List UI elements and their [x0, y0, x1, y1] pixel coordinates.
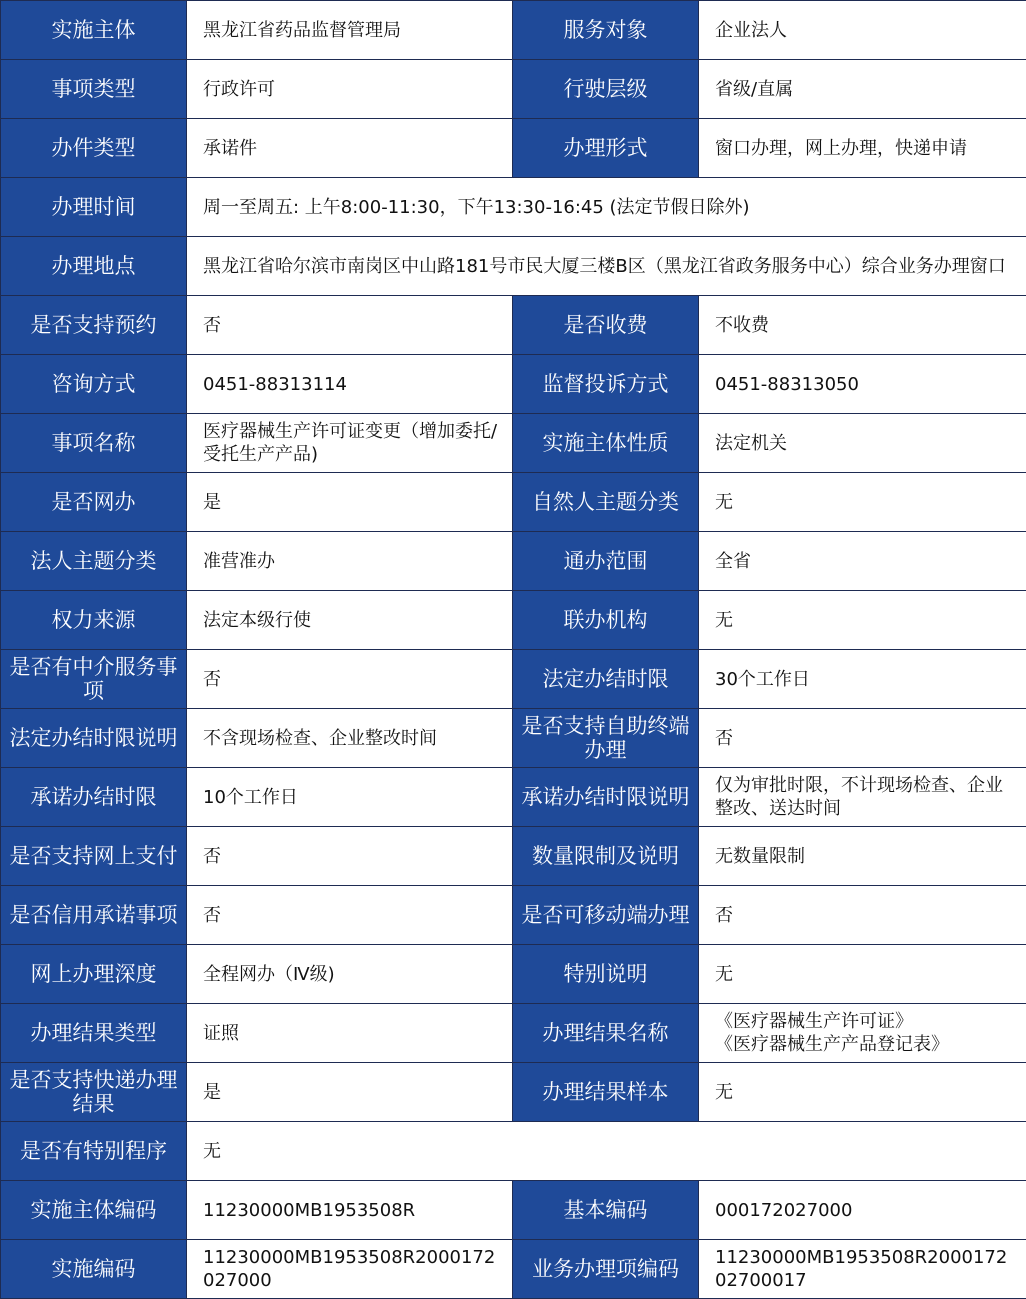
- field-label: 实施主体编码: [1, 1181, 187, 1240]
- field-value: 承诺件: [187, 119, 513, 178]
- field-value: 11230000MB1953508R: [187, 1181, 513, 1240]
- field-value: 不含现场检查、企业整改时间: [187, 709, 513, 768]
- table-row: [1, 355, 1026, 414]
- field-value: 无: [699, 1063, 1026, 1122]
- field-label: 办理结果类型: [1, 1004, 187, 1063]
- table-row: [1, 473, 1026, 532]
- field-label: 自然人主题分类: [513, 473, 699, 532]
- field-label: 实施主体: [1, 1, 187, 60]
- field-label: 通办范围: [513, 532, 699, 591]
- field-label: 事项名称: [1, 414, 187, 473]
- field-value: 无: [699, 473, 1026, 532]
- table-row: [1, 1122, 1026, 1181]
- field-value-line: 《医疗器械生产产品登记表》: [715, 1033, 1018, 1056]
- field-label: 是否支持预约: [1, 296, 187, 355]
- field-value: 是: [187, 1063, 513, 1122]
- table-row: [1, 296, 1026, 355]
- field-value: 黑龙江省哈尔滨市南岗区中山路181号市民大厦三楼B区（黑龙江省政务服务中心）综合业务办理窗口: [187, 237, 1026, 296]
- field-label: 基本编码: [513, 1181, 699, 1240]
- field-value: 否: [187, 886, 513, 945]
- field-value: 仅为审批时限，不计现场检查、企业整改、送达时间: [699, 768, 1026, 827]
- field-value: 否: [699, 709, 1026, 768]
- field-value: [699, 1004, 1026, 1063]
- field-label: 网上办理深度: [1, 945, 187, 1004]
- field-label: 联办机构: [513, 591, 699, 650]
- field-label: 法定办结时限说明: [1, 709, 187, 768]
- field-label: 事项类型: [1, 60, 187, 119]
- field-label: 办理结果名称: [513, 1004, 699, 1063]
- field-label: 数量限制及说明: [513, 827, 699, 886]
- field-value: 不收费: [699, 296, 1026, 355]
- table-row: [1, 178, 1026, 237]
- table-row: [1, 591, 1026, 650]
- field-label: 是否支持网上支付: [1, 827, 187, 886]
- field-value: 窗口办理，网上办理，快递申请: [699, 119, 1026, 178]
- table-row: [1, 532, 1026, 591]
- field-label: 办理结果样本: [513, 1063, 699, 1122]
- field-label: 是否可移动端办理: [513, 886, 699, 945]
- field-label: 实施主体性质: [513, 414, 699, 473]
- table-row: [1, 709, 1026, 768]
- field-label: 是否信用承诺事项: [1, 886, 187, 945]
- field-value: 无数量限制: [699, 827, 1026, 886]
- field-value: 否: [187, 296, 513, 355]
- field-label: 是否支持快递办理结果: [1, 1063, 187, 1122]
- table-row: [1, 60, 1026, 119]
- table-row: [1, 827, 1026, 886]
- field-value: 无: [187, 1122, 1026, 1181]
- table-body: [1, 1, 1026, 1299]
- table-row: [1, 1004, 1026, 1063]
- field-value: 000172027000: [699, 1181, 1026, 1240]
- field-label: 是否有中介服务事项: [1, 650, 187, 709]
- table-row: [1, 237, 1026, 296]
- table-row: [1, 886, 1026, 945]
- field-value: 否: [187, 650, 513, 709]
- table-row: [1, 768, 1026, 827]
- field-value-line: 《医疗器械生产许可证》: [715, 1010, 1018, 1033]
- field-value: 证照: [187, 1004, 513, 1063]
- table-row: [1, 414, 1026, 473]
- field-value: 30个工作日: [699, 650, 1026, 709]
- field-label: 监督投诉方式: [513, 355, 699, 414]
- field-label: 法定办结时限: [513, 650, 699, 709]
- field-label: 承诺办结时限: [1, 768, 187, 827]
- field-label: 是否有特别程序: [1, 1122, 187, 1181]
- field-label: 办件类型: [1, 119, 187, 178]
- field-label: 是否支持自助终端办理: [513, 709, 699, 768]
- table-row: [1, 945, 1026, 1004]
- field-label: 办理形式: [513, 119, 699, 178]
- field-label: 办理时间: [1, 178, 187, 237]
- field-label: 特别说明: [513, 945, 699, 1004]
- field-value: 法定本级行使: [187, 591, 513, 650]
- field-value: 是: [187, 473, 513, 532]
- field-value: 法定机关: [699, 414, 1026, 473]
- table-row: [1, 1181, 1026, 1240]
- field-label: 权力来源: [1, 591, 187, 650]
- table-row: [1, 1, 1026, 60]
- field-label: 行驶层级: [513, 60, 699, 119]
- field-label: 是否网办: [1, 473, 187, 532]
- field-value: 黑龙江省药品监督管理局: [187, 1, 513, 60]
- table-row: [1, 119, 1026, 178]
- field-value: 行政许可: [187, 60, 513, 119]
- field-value: 0451-88313114: [187, 355, 513, 414]
- field-label: 业务办理项编码: [513, 1240, 699, 1299]
- field-value: 否: [699, 886, 1026, 945]
- field-label: 咨询方式: [1, 355, 187, 414]
- field-value: 11230000MB1953508R200017202700017: [699, 1240, 1026, 1299]
- table-row: [1, 650, 1026, 709]
- field-value: 全省: [699, 532, 1026, 591]
- field-value: 省级/直属: [699, 60, 1026, 119]
- field-value: 企业法人: [699, 1, 1026, 60]
- field-value: 10个工作日: [187, 768, 513, 827]
- field-value: 否: [187, 827, 513, 886]
- field-value: 11230000MB1953508R2000172027000: [187, 1240, 513, 1299]
- field-value: 无: [699, 591, 1026, 650]
- field-value: 医疗器械生产许可证变更（增加委托/受托生产产品): [187, 414, 513, 473]
- field-label: 是否收费: [513, 296, 699, 355]
- field-value: 全程网办（Ⅳ级): [187, 945, 513, 1004]
- field-value: 周一至周五: 上午8:00-11:30，下午13:30-16:45 (法定节假日除外): [187, 178, 1026, 237]
- field-label: 办理地点: [1, 237, 187, 296]
- field-value: 准营准办: [187, 532, 513, 591]
- field-label: 法人主题分类: [1, 532, 187, 591]
- field-value: 0451-88313050: [699, 355, 1026, 414]
- field-label: 实施编码: [1, 1240, 187, 1299]
- field-label: 承诺办结时限说明: [513, 768, 699, 827]
- field-value: 无: [699, 945, 1026, 1004]
- field-label: 服务对象: [513, 1, 699, 60]
- table-row: [1, 1063, 1026, 1122]
